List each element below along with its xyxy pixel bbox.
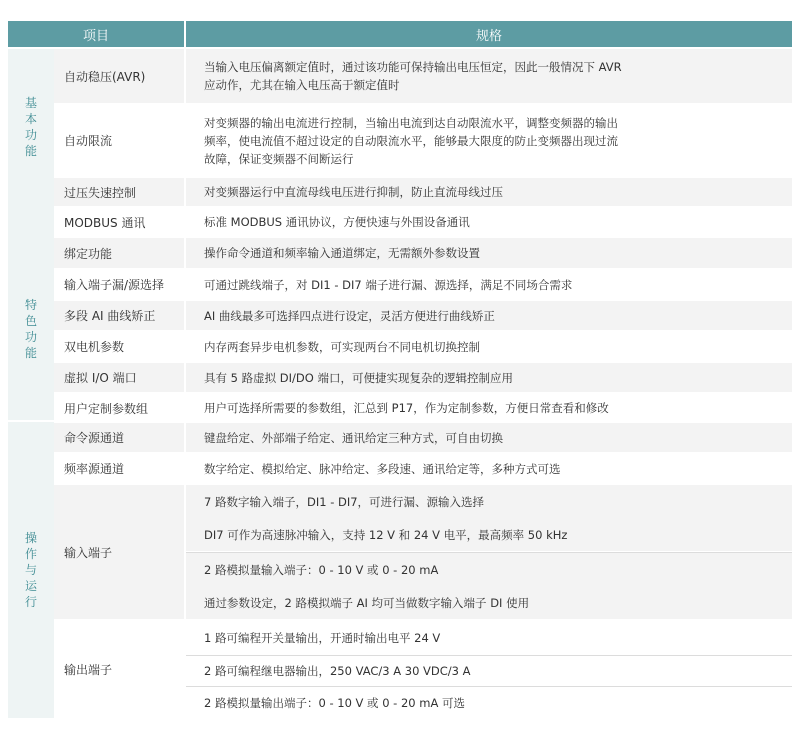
row-spec: 标准 MODBUS 通讯协议，方便快速与外围设备通讯 [186, 208, 792, 236]
row-spec: 当输入电压偏离额定值时，通过该功能可保持输出电压恒定，因此一般情况下 AVR 应动作，尤其在输入电压高于额定值时 [186, 49, 792, 103]
row-name: 输入端子 [54, 485, 184, 619]
row-name: 绑定功能 [54, 238, 184, 268]
row-spec-block: 2 路模拟量输入端子：0 - 10 V 或 0 - 20 mA 通过参数设定，2 路模拟端子 AI 均可当做数字输入端子 DI 使用 [186, 553, 792, 619]
row-spec-block: 2 路可编程继电器输出，250 VAC/3 A 30 VDC/3 A [186, 656, 792, 686]
row-spec: 对变频器的输出电流进行控制，当输出电流到达自动限流水平，调整变频器的输出 频率，使电流值不超过设定的自动限流水平，能够最大限度的防止变频器出现过流 故障，保证变频器不间断运行 [186, 105, 792, 176]
row-name: 双电机参数 [54, 332, 184, 361]
row-spec-block: 2 路模拟量输出端子：0 - 10 V 或 0 - 20 mA 可选 [186, 687, 792, 718]
row-name: 频率源通道 [54, 454, 184, 483]
row-name: 自动稳压(AVR) [54, 49, 184, 103]
row-spec-block: 1 路可编程开关量输出，开通时输出电平 24 V [186, 621, 792, 655]
row-spec: 具有 5 路虚拟 DI/DO 端口，可便捷实现复杂的逻辑控制应用 [186, 363, 792, 392]
row-spec: 对变频器运行中直流母线电压进行抑制，防止直流母线过压 [186, 178, 792, 206]
row-name: 输出端子 [54, 621, 184, 718]
row-name: 虚拟 I/O 端口 [54, 363, 184, 392]
row-spec-block: 7 路数字输入端子，DI1 - DI7，可进行漏、源输入选择 DI7 可作为高速脉冲输入，支持 12 V 和 24 V 电平，最高频率 50 kHz [186, 485, 792, 551]
header-item: 项目 [8, 21, 184, 47]
row-name: 命令源通道 [54, 423, 184, 452]
row-name: 自动限流 [54, 105, 184, 176]
category-special: 特色功能 [8, 237, 54, 420]
row-spec: 内存两套异步电机参数，可实现两台不同电机切换控制 [186, 332, 792, 361]
row-spec: 操作命令通道和频率输入通道绑定，无需额外参数设置 [186, 238, 792, 268]
header-spec: 规格 [186, 21, 792, 47]
row-spec: 可通过跳线端子，对 DI1 - DI7 端子进行漏、源选择，满足不同场合需求 [186, 270, 792, 299]
row-name: 输入端子漏/源选择 [54, 270, 184, 299]
row-name: 多段 AI 曲线矫正 [54, 301, 184, 330]
row-name: 用户定制参数组 [54, 394, 184, 422]
row-spec: 数字给定、模拟给定、脉冲给定、多段速、通讯给定等，多种方式可选 [186, 454, 792, 483]
category-operation: 操作与运行 [8, 422, 54, 718]
row-spec: AI 曲线最多可选择四点进行设定，灵活方便进行曲线矫正 [186, 301, 792, 330]
row-name: MODBUS 通讯 [54, 208, 184, 236]
row-spec: 键盘给定、外部端子给定、通讯给定三种方式，可自由切换 [186, 423, 792, 452]
category-basic: 基本功能 [8, 49, 54, 205]
row-name: 过压失速控制 [54, 178, 184, 206]
category-basic-tail [8, 205, 54, 237]
row-spec: 用户可选择所需要的参数组，汇总到 P17，作为定制参数，方便日常查看和修改 [186, 394, 792, 422]
